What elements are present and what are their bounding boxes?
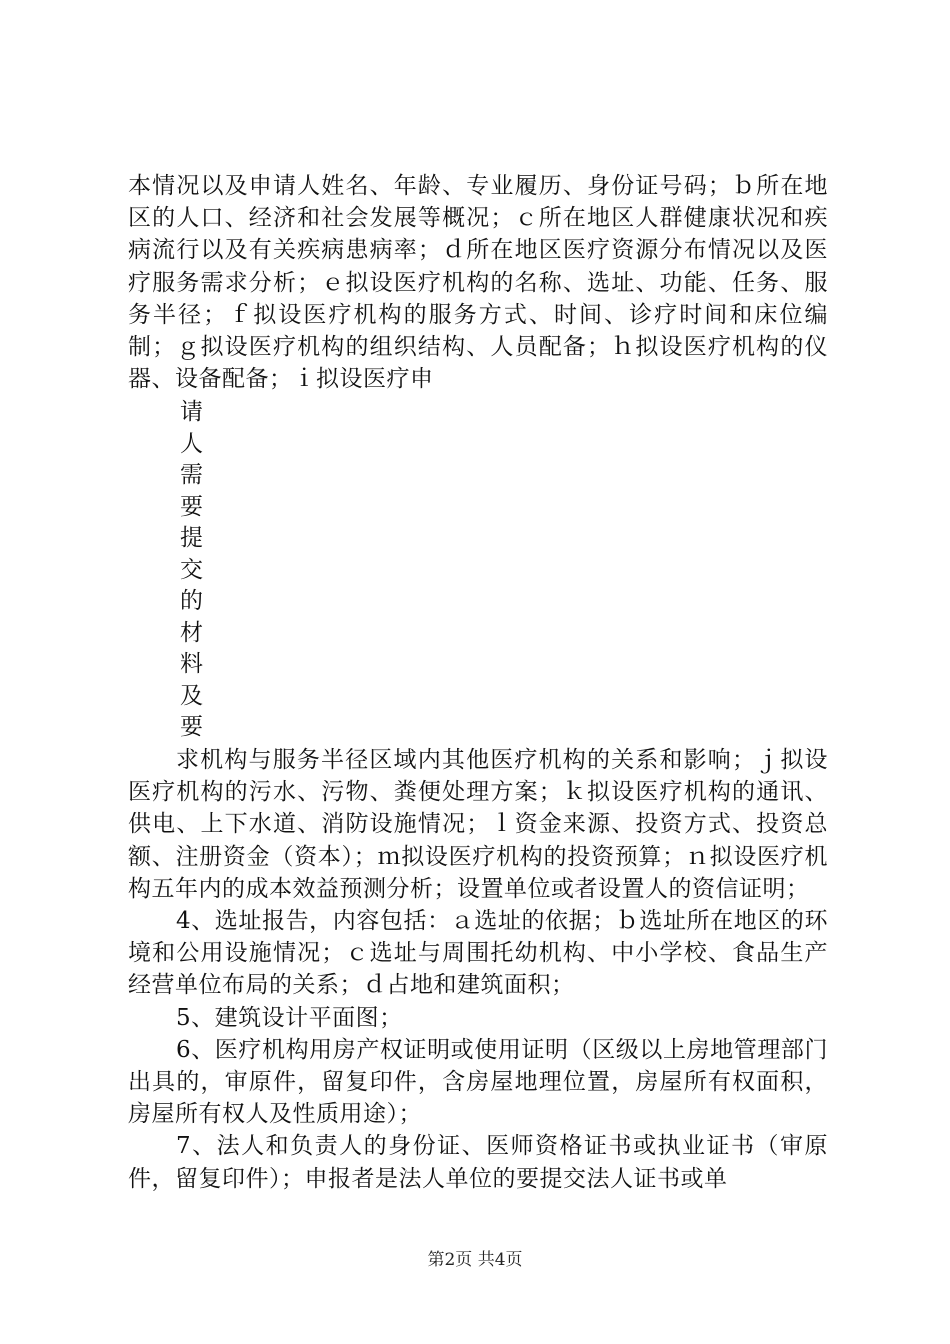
vertical-char: 需 (180, 462, 204, 489)
vertical-char: 料 (180, 651, 204, 678)
vertical-heading (180, 397, 210, 744)
vertical-char: 请 (180, 399, 204, 426)
paragraph-item-7: 7、法人和负责人的身份证、医师资格证书或执业证书（审原件，留复印件）；申报者是法人单位的要提交法人证书或单 (128, 1133, 828, 1192)
paragraph-item-4: 4、选址报告，内容包括：ａ选址的依据；ｂ选址所在地区的环境和公用设施情况；ｃ选址与周围托幼机构、中小学校、食品生产经营单位布局的关系；ｄ占地和建筑面积； (128, 907, 828, 999)
vertical-char: 及 (180, 682, 204, 709)
vertical-char: 要 (180, 493, 204, 520)
vertical-char: 交 (180, 556, 204, 583)
paragraph-item-5: 5、建筑设计平面图； (176, 1004, 403, 1031)
document-body (128, 170, 828, 1195)
vertical-char: 要 (180, 714, 204, 741)
paragraph-item-6: 6、医疗机构用房产权证明或使用证明（区级以上房地管理部门出具的，审原件，留复印件，含房屋地理位置，房屋所有权面积，房屋所有权人及性质用途）； (128, 1036, 828, 1128)
vertical-char: 人 (180, 430, 204, 457)
vertical-char: 材 (180, 619, 204, 646)
vertical-char: 的 (180, 588, 204, 615)
paragraph-requirements: 求机构与服务半径区域内其他医疗机构的关系和影响；ｊ拟设医疗机构的污水、污物、粪便处理方案；ｋ拟设医疗机构的通讯、供电、上下水道、消防设施情况；ｌ资金来源、投资方式、投资总额、注册资金（资本）；ｍ拟设医疗机构的投资预算；ｎ拟设医疗机构五年内的成本效益预测分析；设置单位或者设置人的资信证明； (128, 746, 828, 902)
vertical-char: 提 (180, 525, 204, 552)
page-number: 第2页 共4页 (427, 1250, 523, 1270)
paragraph-continuation: 本情况以及申请人姓名、年龄、专业履历、身份证号码；ｂ所在地区的人口、经济和社会发展等概况；ｃ所在地区人群健康状况和疾病流行以及有关疾病患病率；ｄ所在地区医疗资源分布情况以及医疗服务需求分析；ｅ拟设医疗机构的名称、选址、功能、任务、服务半径；ｆ拟设医疗机构的服务方式、时间、诊疗时间和床位编制；ｇ拟设医疗机构的组织结构、人员配备；ｈ拟设医疗机构的仪器、设备配备；ｉ拟设医疗申 (128, 173, 828, 393)
